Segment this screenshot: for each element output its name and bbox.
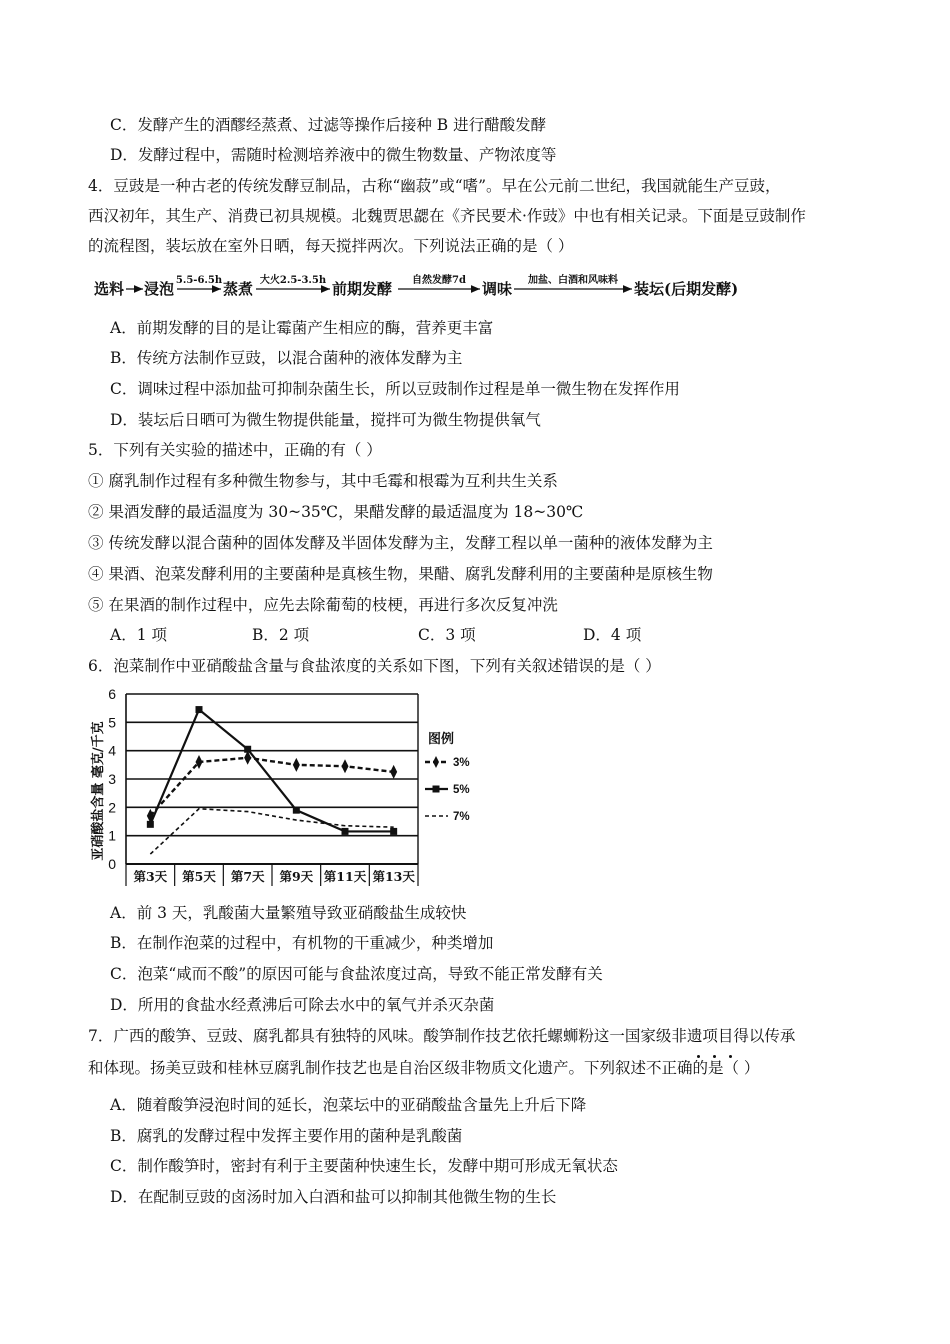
q7-stem-line1: 7．广西的酸笋、豆豉、腐乳都具有独特的风味。酸笋制作技艺依托螺蛳粉这一国家级非遗项目得以传承 (88, 1027, 796, 1045)
flow-step-6: 装坛(后期发酵) (634, 280, 739, 298)
q7-stem-line2: 和体现。扬美豆豉和桂林豆腐乳制作技艺也是自治区级非物质文化遗产。下列叙述不正确的是（ ） (88, 1059, 760, 1077)
q6-option-c: C．泡菜“咸而不酸”的原因可能与食盐浓度过高，导致不能正常发酵有关 (110, 965, 603, 983)
y-tick-label-3: 3 (108, 771, 116, 787)
q5-statement-1: ① 腐乳制作过程有多种微生物参与，其中毛霉和根霉为互利共生关系 (88, 472, 558, 490)
y-tick-label-6: 6 (108, 686, 116, 702)
y-tick-label-1: 1 (108, 827, 116, 844)
q6-option-d: D．所用的食盐水经煮沸后可除去水中的氧气并杀灭杂菌 (110, 996, 495, 1014)
flow-step-3: 蒸煮 (223, 280, 254, 298)
y-tick-label-2: 2 (108, 799, 116, 816)
legend-label-7%: 7% (453, 811, 470, 823)
data-point-3%-6 (390, 765, 397, 779)
q7-option-a: A．随着酸笋浸泡时间的延长，泡菜坛中的亚硝酸盐含量先上升后下降 (110, 1096, 587, 1114)
x-tick-label-6: 第13天 (372, 869, 415, 884)
x-tick-label-2: 第5天 (182, 869, 216, 884)
q3-option-d: D．发酵过程中，需随时检测培养液中的微生物数量、产物浓度等 (110, 146, 557, 164)
nitrite-line-chart (88, 686, 488, 890)
q5-statement-2: ② 果酒发酵的最适温度为 30~35℃，果醋发酵的最适温度为 18~30℃ (88, 503, 584, 521)
q4-option-c: C．调味过程中添加盐可抑制杂菌生长，所以豆豉制作过程是单一微生物在发挥作用 (110, 380, 680, 398)
y-tick-label-4: 4 (108, 742, 116, 759)
data-point-5%-1 (147, 821, 154, 828)
legend-title: 图例 (428, 732, 455, 747)
q5-option-a: A．1 项 (110, 626, 167, 644)
q7-option-d: D．在配制豆豉的卤汤时加入白酒和盐可以抑制其他微生物的生长 (110, 1188, 557, 1206)
data-point-5%-4 (293, 807, 300, 814)
flow-step-4: 前期发酵 (332, 280, 393, 298)
flow-label-5: 加盐、白酒和风味料 (528, 275, 618, 286)
q5-statement-3: ③ 传统发酵以混合菌种的固体发酵及半固体发酵为主，发酵工程以单一菌种的液体发酵为主 (88, 534, 713, 552)
q5-option-b: B．2 项 (252, 626, 310, 644)
q5-stem: 5．下列有关实验的描述中，正确的有（ ） (88, 441, 382, 459)
q5-option-d: D．4 项 (583, 626, 642, 644)
q4-stem-line2: 西汉初年，其生产、消费已初具规模。北魏贾思勰在《齐民要术·作豉》中也有相关记录。下面是豆豉制作 (88, 207, 806, 225)
y-axis-label: 亚硝酸盐含量 毫克/千克 (91, 721, 106, 861)
data-point-5%-5 (342, 828, 349, 835)
q4-stem-line1: 4．豆豉是一种古老的传统发酵豆制品，古称“幽菽”或“嗜”。早在公元前二世纪，我国就能生产豆豉， (88, 177, 781, 195)
data-point-5%-3 (244, 746, 251, 753)
x-tick-label-5: 第11天 (323, 869, 367, 884)
data-point-3%-2 (196, 755, 203, 769)
legend-label-5%: 5% (453, 784, 470, 796)
x-tick-label-4: 第9天 (279, 869, 314, 884)
q6-option-a: A．前 3 天，乳酸菌大量繁殖导致亚硝酸盐生成较快 (110, 904, 467, 922)
q7-option-b: B．腐乳的发酵过程中发挥主要作用的菌种是乳酸菌 (110, 1127, 463, 1145)
legend-label-3%: 3% (453, 757, 470, 769)
data-point-3%-4 (293, 758, 300, 772)
y-tick-label-5: 5 (108, 714, 116, 731)
q3-option-c: C．发酵产生的酒醪经蒸煮、过滤等操作后接种 B 进行醋酸发酵 (110, 116, 547, 134)
q6-option-b: B．在制作泡菜的过程中，有机物的干重减少，种类增加 (110, 934, 494, 952)
data-point-3%-5 (342, 759, 349, 773)
q6-stem: 6．泡菜制作中亚硝酸盐含量与食盐浓度的关系如下图，下列有关叙述错误的是（ ） (88, 657, 661, 675)
q4-option-b: B．传统方法制作豆豉，以混合菌种的液体发酵为主 (110, 349, 463, 367)
douchi-flowchart (94, 270, 754, 306)
flow-label-4: 自然发酵7d (412, 275, 466, 286)
q4-option-a: A．前期发酵的目的是让霉菌产生相应的酶，营养更丰富 (110, 319, 494, 337)
flow-label-3: 大火2.5-3.5h (259, 275, 327, 286)
flow-step-2: 浸泡 (144, 280, 175, 298)
x-tick-label-3: 第7天 (230, 869, 265, 884)
x-tick-label-1: 第3天 (133, 869, 168, 884)
q5-statement-5: ⑤ 在果酒的制作过程中，应先去除葡萄的枝梗，再进行多次反复冲洗 (88, 596, 558, 614)
series-line-5% (150, 710, 393, 832)
legend-marker-5% (433, 786, 440, 793)
data-point-5%-6 (390, 828, 397, 835)
data-point-5%-2 (196, 706, 203, 713)
q5-option-c: C．3 项 (418, 626, 476, 644)
q7-option-c: C．制作酸笋时，密封有利于主要菌种快速生长，发酵中期可形成无氧状态 (110, 1157, 618, 1175)
flow-step-1: 选料 (94, 280, 125, 298)
flow-label-2: 5.5-6.5h (175, 275, 223, 286)
legend-marker-3% (433, 756, 439, 768)
q4-stem-line3: 的流程图，装坛放在室外日晒，每天搅拌两次。下列说法正确的是（ ） (88, 237, 574, 255)
q4-option-d: D．装坛后日晒可为微生物提供能量，搅拌可为微生物提供氧气 (110, 411, 541, 429)
q5-statement-4: ④ 果酒、泡菜发酵利用的主要菌种是真核生物，果醋、腐乳发酵利用的主要菌种是原核生物 (88, 565, 713, 583)
y-tick-label-0: 0 (108, 856, 116, 872)
flow-step-5: 调味 (482, 280, 513, 298)
